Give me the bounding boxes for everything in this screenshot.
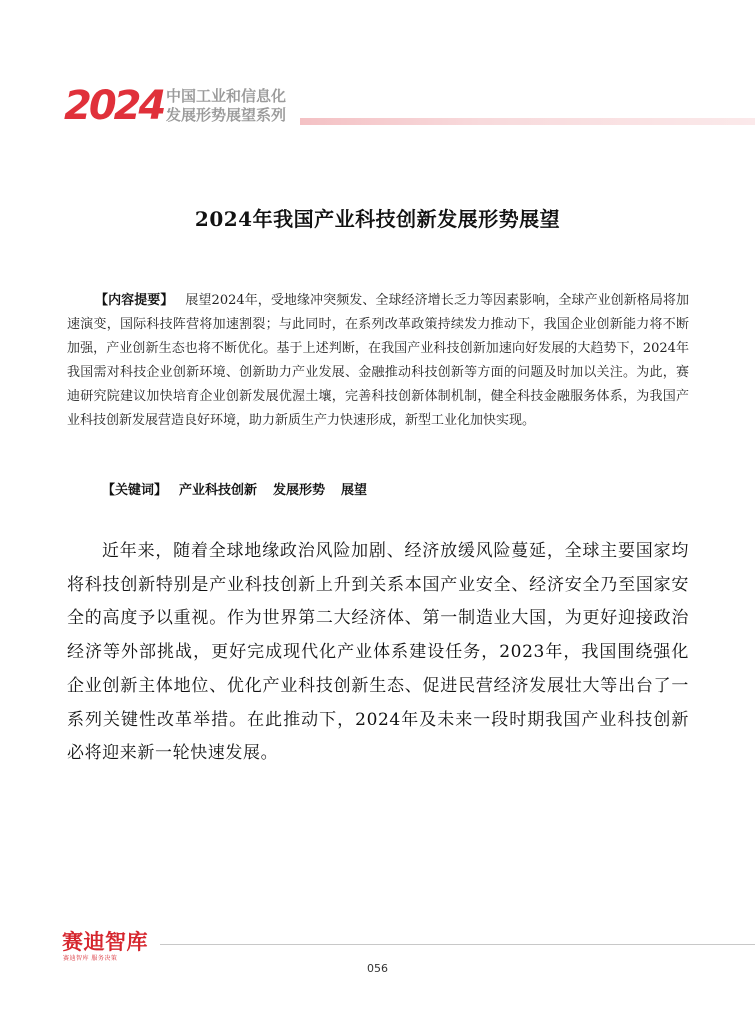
keywords-line [102, 479, 383, 503]
series-title [166, 87, 286, 125]
header-divider [300, 118, 755, 125]
body-paragraph: 近年来，随着全球地缘政治风险加剧、经济放缓风险蔓延，全球主要国家均将科技创新特别是产业科技创新上升到关系本国产业安全、经济安全乃至国家安全的高度予以重视。作为世界第二大经济体、第一制造业大国，为更好迎接政治经济等外部挑战，更好完成现代化产业体系建设任务，2023年，我国围绕强化企业创新主体地位、优化产业科技创新生态、促进民营经济发展壮大等出台了一系列关键性改革举措。在此推动下，2024年及未来一段时期我国产业科技创新必将迎来新一轮快速发展。 [67, 541, 689, 764]
keyword-item: 产业科技创新 [179, 483, 258, 498]
page-number: 056 [367, 962, 388, 975]
footer-divider [160, 944, 755, 945]
series-title-line1: 中国工业和信息化 [166, 87, 287, 105]
logo-year-2024: 2024 [64, 83, 164, 129]
page-header [64, 84, 755, 130]
keywords-label: 【关键词】 [102, 483, 168, 498]
footer-brand-logo: 赛迪智库 [62, 930, 148, 954]
keyword-item: 展望 [341, 483, 368, 498]
abstract-label: 【内容提要】 [95, 293, 174, 308]
footer-brand-slogan: 赛迪智库 服务决策 [63, 955, 118, 962]
abstract-paragraph [67, 289, 689, 433]
series-title-line2: 发展形势展望系列 [166, 106, 287, 124]
abstract-text: 展望2024年，受地缘冲突频发、全球经济增长乏力等因素影响，全球产业创新格局将加速演变，国际科技阵营将加速割裂；与此同时，在系列改革政策持续发力推动下，我国企业创新能力将不断加强，产业创新生态也将不断优化。基于上述判断，在我国产业科技创新加速向好发展的大趋势下，2024年我国需对科技企业创新环境、创新助力产业发展、金融推动科技创新等方面的问题及时加以关注。为此，赛迪研究院建议加快培育企业创新发展优渥土壤，完善科技创新体制机制，健全科技金融服务体系，为我国产业科技创新发展营造良好环境，助力新质生产力快速形成，新型工业化加快实现。 [67, 293, 689, 428]
page-title: 2024年我国产业科技创新发展形势展望 [194, 207, 561, 231]
keyword-item: 发展形势 [273, 483, 326, 498]
